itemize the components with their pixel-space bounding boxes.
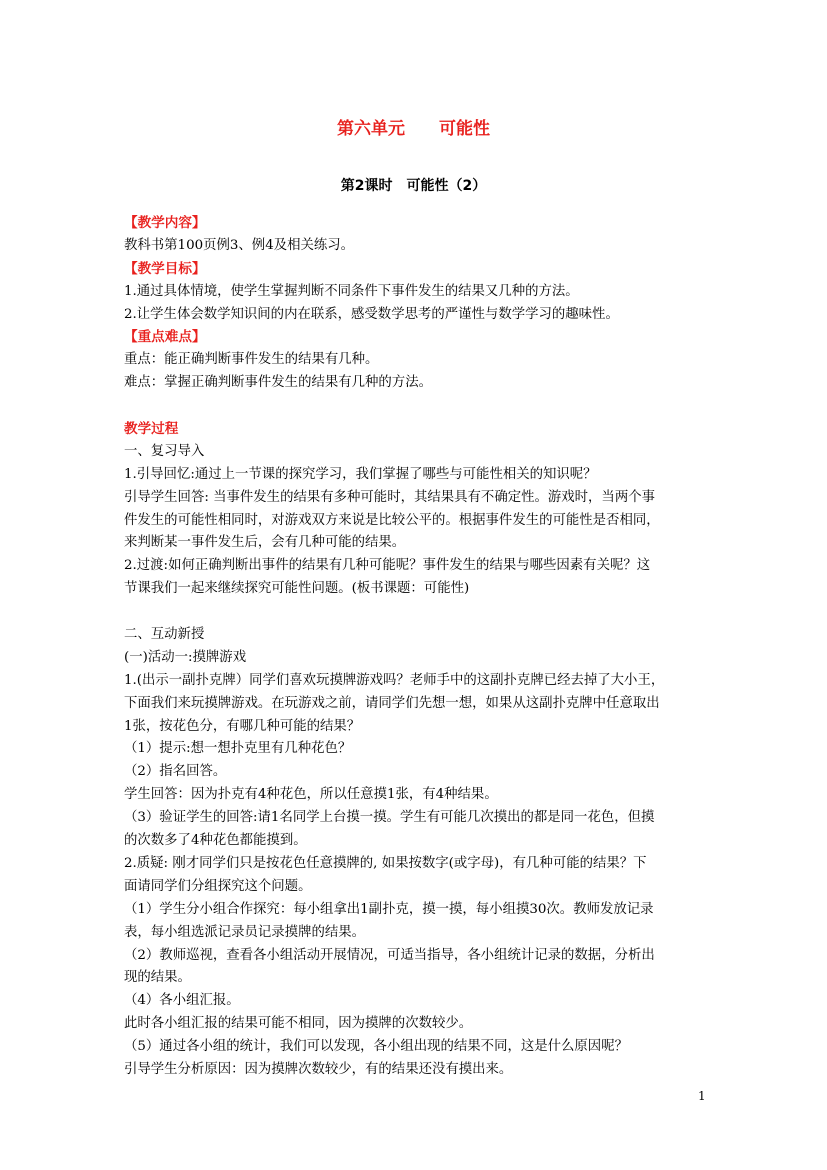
paragraph-line: 面请同学们分组探究这个问题。 [124, 878, 312, 894]
section-heading-process: 教学过程 [124, 421, 179, 438]
paragraph-line: 学生回答：因为扑克有4种花色，所以任意摸1张，有4种结果。 [124, 787, 498, 803]
paragraph-line: 件发生的可能性相同时，对游戏双方来说是比较公平的。根据事件发生的可能性是否相同， [124, 512, 660, 528]
page-number: 1 [698, 1089, 706, 1103]
paragraph-line: 1.(出示一副扑克牌）同学们喜欢玩摸牌游戏吗？老师手中的这副扑克牌已经去掉了大小王， [124, 672, 665, 688]
lesson-title: 第2课时 可能性（2） [340, 178, 487, 194]
paragraph-line: 2.过渡:如何正确判断出事件的结果有几种可能呢？事件发生的结果与哪些因素有关呢？这 [124, 558, 651, 574]
key-point: 重点：能正确判断事件发生的结果有几种。 [124, 352, 379, 368]
paragraph-line: 的次数多了4种花色都能摸到。 [124, 833, 307, 849]
spacer [124, 395, 708, 418]
paragraph-line: 表，每小组选派记录员记录摸牌的结果。 [124, 924, 366, 940]
section-heading-key-points: 【重点难点】 [124, 329, 206, 346]
paragraph-line: 引导学生分析原因：因为摸牌次数较少，有的结果还没有摸出来。 [124, 1061, 513, 1077]
section-heading-goals: 【教学目标】 [124, 260, 206, 277]
paragraph-line: 此时各小组汇报的结果可能不相同，因为摸牌的次数较少。 [124, 1016, 473, 1032]
paragraph-line: （1）提示:想一想扑克里有几种花色？ [124, 741, 352, 757]
paragraph-line: 节课我们一起来继续探究可能性问题。(板书课题：可能性) [124, 581, 470, 597]
paragraph-line: 1.引导回忆:通过上一节课的探究学习，我们掌握了哪些与可能性相关的知识呢？ [124, 466, 597, 482]
goal-item: 2.让学生体会数学知识间的内在联系，感受数学思考的严谨性与数学学习的趣味性。 [124, 306, 619, 322]
spacer [124, 601, 708, 624]
content-text: 教科书第100页例3、例4及相关练习。 [124, 237, 355, 253]
paragraph-line: (一)活动一:摸牌游戏 [124, 649, 247, 665]
difficult-point: 难点：掌握正确判断事件发生的结果有几种的方法。 [124, 375, 432, 391]
paragraph-line: （4）各小组汇报。 [124, 993, 240, 1009]
document-body [124, 212, 708, 1082]
paragraph-line: （2）教师巡视，查看各小组活动开展情况，可适当指导，各小组统计记录的数据，分析出 [124, 947, 655, 963]
goal-item: 1.通过具体情境，使学生掌握判断不同条件下事件发生的结果又几种的方法。 [124, 283, 579, 299]
paragraph-line: （5）通过各小组的统计，我们可以发现，各小组出现的结果不同，这是什么原因呢？ [124, 1039, 628, 1055]
paragraph-line: 下面我们来玩摸牌游戏。在玩游戏之前，请同学们先想一想，如果从这副扑克牌中任意取出 [124, 695, 660, 711]
paragraph-line: 来判断某一事件发生后，会有几种可能的结果。 [124, 535, 406, 551]
subsection-title-new: 二、互动新授 [124, 627, 205, 643]
section-heading-content: 【教学内容】 [124, 215, 206, 231]
paragraph-line: 1张，按花色分，有哪几种可能的结果？ [124, 718, 361, 734]
paragraph-line: 2.质疑: 刚才同学们只是按花色任意摸牌的, 如果按数字(或字母)，有几种可能的结果？下 [124, 855, 647, 871]
paragraph-line: （3）验证学生的回答:请1名同学上台摸一摸。学生有可能几次摸出的都是同一花色，但摸 [124, 810, 655, 826]
paragraph-line: 现的结果。 [124, 970, 191, 986]
paragraph-line: （2）指名回答。 [124, 764, 227, 780]
paragraph-line: （1）学生分小组合作探究：每小组拿出1副扑克，摸一摸，每小组摸30次。教师发放记录 [124, 901, 654, 917]
subsection-title-review: 一、复习导入 [124, 443, 205, 459]
unit-title: 第六单元 可能性 [337, 119, 490, 139]
paragraph-line: 引导学生回答: 当事件发生的结果有多种可能时，其结果具有不确定性。游戏时，当两个事 [124, 489, 655, 505]
